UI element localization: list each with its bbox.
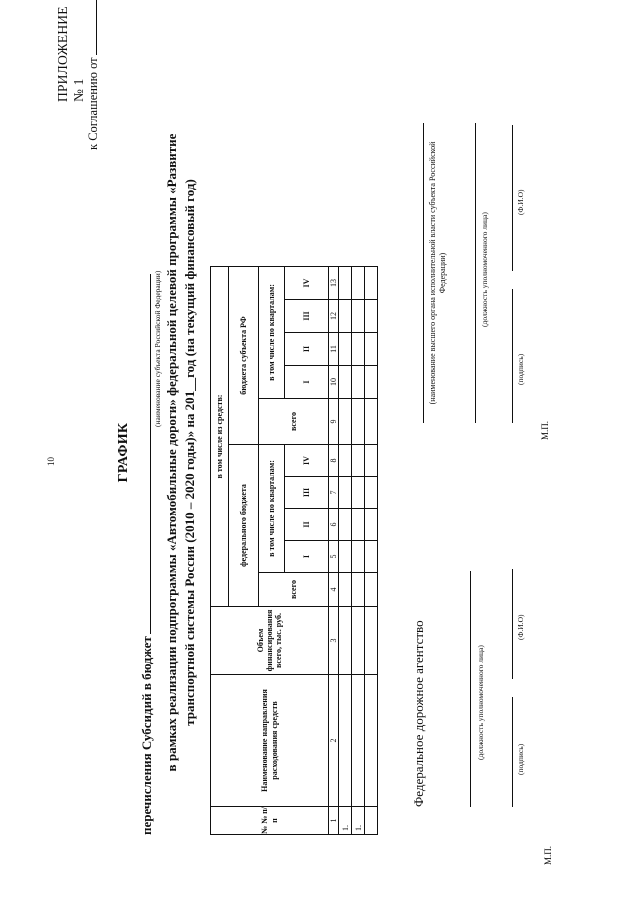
agreement-prefix: к Соглашению от — [86, 57, 100, 150]
header-fq2: II — [285, 509, 329, 541]
region-hint: (наименование субъекта Российской Федерации) — [153, 270, 162, 427]
header-fq1: I — [285, 541, 329, 573]
header-no: № № п/п — [211, 807, 329, 835]
header-volume: Объем финансирования всего, тыс. руб. — [211, 607, 329, 675]
col-number: 1 — [329, 807, 339, 835]
right-name-hint: (Ф.И.О) — [516, 189, 525, 215]
col-number: 11 — [329, 333, 339, 366]
right-signature-hint: (подпись) — [516, 353, 525, 385]
col-number: 8 — [329, 445, 339, 477]
region-blank — [138, 274, 151, 634]
col-number: 13 — [329, 267, 339, 300]
agreement-date-blank — [86, 0, 97, 55]
header-rq3: III — [285, 300, 329, 333]
col-number: 10 — [329, 366, 339, 399]
header-fq4: IV — [285, 445, 329, 477]
left-position-line — [470, 571, 471, 807]
header-fq3: III — [285, 477, 329, 509]
left-name-line — [512, 569, 513, 679]
header-incl: в том числе из средств: — [211, 267, 229, 607]
left-name-hint: (Ф.И.О) — [516, 614, 525, 640]
left-position-hint: (должность уполномоченного лица) — [476, 645, 485, 760]
header-federal: федерального бюджета — [229, 445, 259, 607]
agency-name: Федеральное дорожное агентство — [411, 620, 426, 807]
right-name-line — [512, 125, 513, 271]
schedule-table — [210, 266, 378, 835]
header-regional-quarters: в том числе по кварталам: — [259, 267, 285, 399]
right-position-line — [475, 123, 476, 423]
right-org-hint: (наименование высшего органа исполнительной власти субъекта Российской Федерации) — [428, 141, 447, 405]
left-signature-line — [512, 697, 513, 807]
table-row — [352, 267, 365, 835]
subtitle-line-1-text: перечисления Субсидий в бюджет — [139, 636, 154, 835]
col-number: 4 — [329, 573, 339, 607]
right-stamp: М.П. — [540, 420, 550, 440]
header-rq1: I — [285, 366, 329, 399]
header-rq4: IV — [285, 267, 329, 300]
header-federal-quarters: в том числе по кварталам: — [259, 445, 285, 573]
header-federal-total: всего — [259, 573, 329, 607]
header-name: Наименование направления расходования средств — [211, 675, 329, 807]
col-number: 12 — [329, 300, 339, 333]
table-row — [365, 267, 378, 835]
right-org-line — [423, 123, 424, 423]
col-number: 5 — [329, 541, 339, 573]
annex-title: ПРИЛОЖЕНИЕ № 1 — [55, 6, 86, 102]
right-signature-line — [512, 289, 513, 423]
agreement-reference — [86, 0, 101, 150]
subtitle-line-3: транспортной системы России (2010 – 2020 годы)» на 201__год (на текущий финансовый год) — [182, 179, 197, 726]
row-number: 1. — [352, 807, 365, 835]
header-regional-total: всего — [259, 399, 329, 445]
subtitle-line-2: в рамках реализации подпрограммы «Автомобильные дороги» федеральной целевой программы «Развитие — [164, 133, 179, 772]
col-number: 7 — [329, 477, 339, 509]
right-position-hint: (должность уполномоченного лица) — [480, 212, 489, 327]
header-rq2: II — [285, 333, 329, 366]
page-number: 10 — [46, 457, 56, 466]
row-number: 1. — [339, 807, 352, 835]
col-number: 3 — [329, 607, 339, 675]
table-row — [339, 267, 352, 835]
col-number: 9 — [329, 399, 339, 445]
left-stamp: М.П. — [543, 845, 553, 865]
col-number: 2 — [329, 675, 339, 807]
col-number: 6 — [329, 509, 339, 541]
header-regional: бюджета субъекта РФ — [229, 267, 259, 445]
document-title: ГРАФИК — [116, 422, 131, 483]
left-signature-hint: (подпись) — [516, 743, 525, 775]
